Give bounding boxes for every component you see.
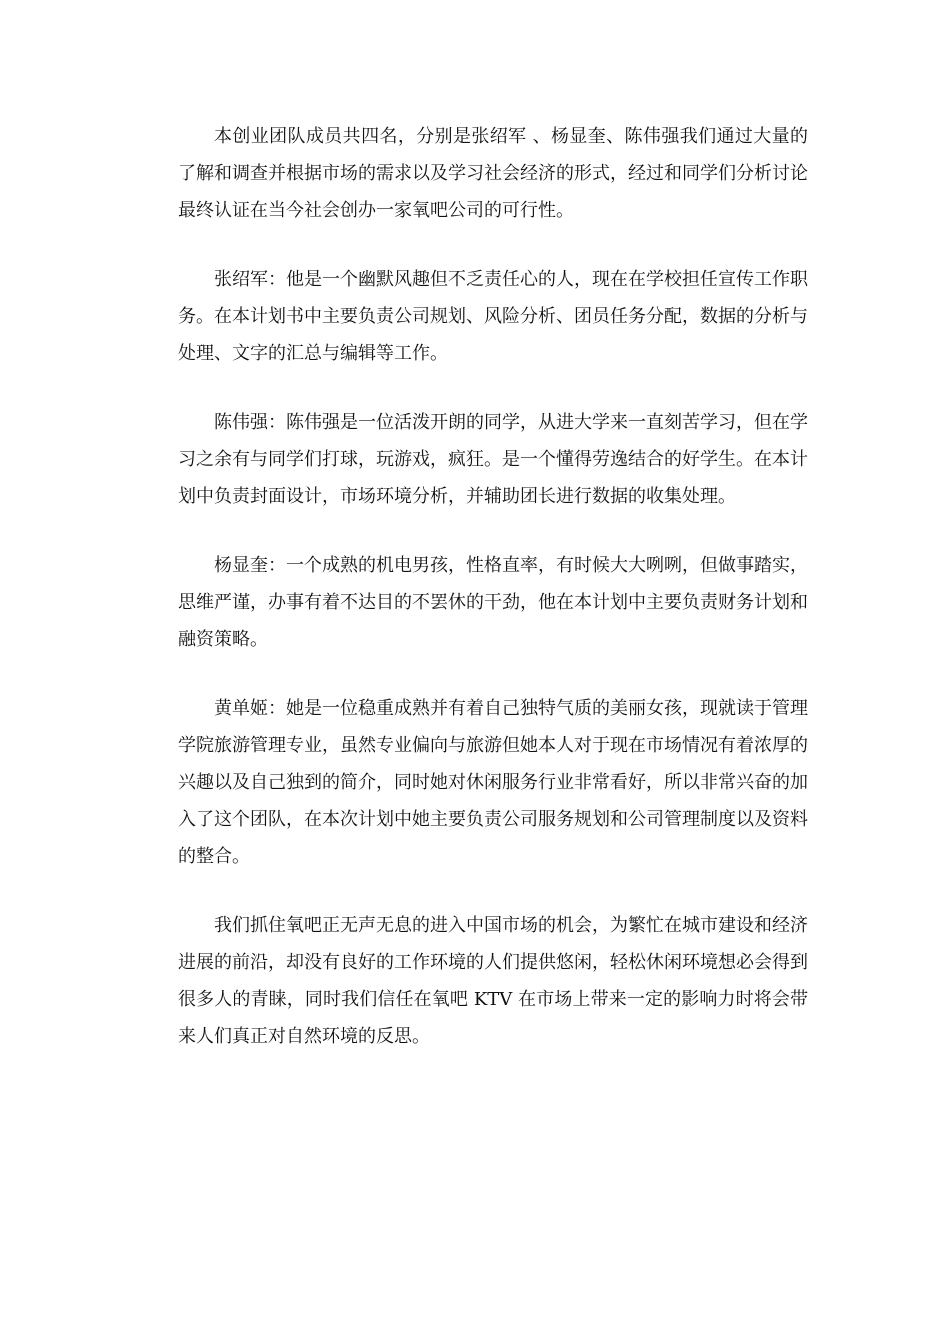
paragraph-huang-danji: 黄单姬：她是一位稳重成熟并有着自己独特气质的美丽女孩，现就读于管理学院旅游管理专业，虽然专业偏向与旅游但她本人对于现在市场情况有着浓厚的兴趣以及自己独到的简介，同时她对休闲服务行业非常看好，所以非常兴奋的加入了这个团队，在本次计划中她主要负责公司服务规划和公司管理制度以及资料的整合。	[178, 698, 808, 867]
paragraph-team-intro: 本创业团队成员共四名，分别是张绍军 、杨显奎、陈伟强我们通过大量的了解和调查并根据市场的需求以及学习社会经济的形式，经过和同学们分析讨论最终认证在当今社会创办一家氧吧公司的可行性。	[178, 126, 808, 221]
paragraph-zhang-shaojun: 张绍军：他是一个幽默风趣但不乏责任心的人，现在在学校担任宣传工作职务。在本计划书中主要负责公司规划、风险分析、团员任务分配，数据的分析与处理、文字的汇总与编辑等工作。	[178, 269, 808, 364]
paragraph-yang-xiankui: 杨显奎：一个成熟的机电男孩，性格直率，有时候大大咧咧，但做事踏实，思维严谨，办事有着不达目的不罢休的干劲，他在本计划中主要负责财务计划和融资策略。	[178, 555, 808, 650]
paragraph-chen-weiqiang: 陈伟强：陈伟强是一位活泼开朗的同学，从进大学来一直刻苦学习，但在学习之余有与同学们打球，玩游戏，疯狂。是一个懂得劳逸结合的好学生。在本计划中负责封面设计，市场环境分析，并辅助团长进行数据的收集处理。	[178, 412, 808, 507]
document-body	[178, 118, 808, 1087]
paragraph-market-opportunity: 我们抓住氧吧正无声无息的进入中国市场的机会，为繁忙在城市建设和经济进展的前沿，却没有良好的工作环境的人们提供悠闲，轻松休闲环境想必会得到很多人的青睐，同时我们信任在氧吧 KTV 在市场上带来一定的影响力时将会带来人们真正对自然环境的反思。	[178, 915, 808, 1047]
